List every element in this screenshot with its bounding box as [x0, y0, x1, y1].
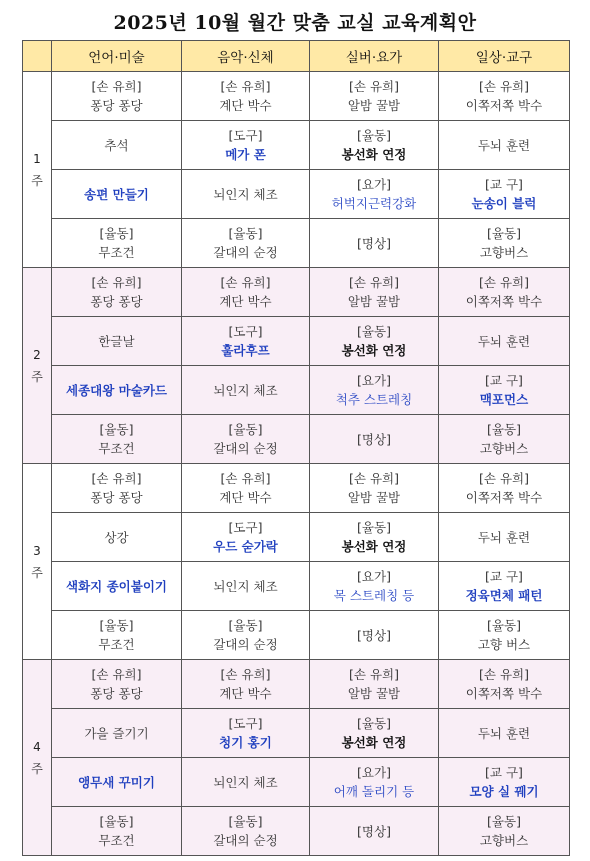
- activity-name: 봉선화 연정: [341, 147, 407, 162]
- activity-cell: [439, 72, 570, 121]
- activity-cell: [182, 611, 310, 660]
- activity-name: 갈대의 순정: [213, 833, 278, 848]
- activity-category: [교 구]: [485, 569, 523, 584]
- activity-cell: [439, 562, 570, 611]
- activity-cell: [310, 268, 439, 317]
- activity-cell: [182, 219, 310, 268]
- activity-category: [도구]: [228, 324, 263, 339]
- activity-name: 봉선화 연정: [341, 343, 407, 358]
- activity-cell: [439, 317, 570, 366]
- activity-name: 퐁당 퐁당: [90, 686, 143, 701]
- table-row: [23, 464, 570, 513]
- activity-cell: [310, 219, 439, 268]
- table-row: [23, 366, 570, 415]
- activity-category: [손 유희]: [220, 667, 271, 682]
- activity-name: 계단 박수: [219, 490, 272, 505]
- week-label: [23, 72, 52, 268]
- activity-cell: [439, 464, 570, 513]
- activity-cell: [310, 415, 439, 464]
- activity-cell: [52, 758, 182, 807]
- activity-name: 퐁당 퐁당: [90, 98, 143, 113]
- activity-category: [손 유희]: [220, 471, 271, 486]
- activity-cell: [310, 121, 439, 170]
- activity-cell: [182, 464, 310, 513]
- activity-category: [요가]: [357, 765, 391, 780]
- activity-category: [율동]: [357, 128, 391, 143]
- activity-category: [율동]: [228, 422, 263, 437]
- activity-cell: [52, 660, 182, 709]
- activity-name: 이쪽저쪽 박수: [465, 490, 543, 505]
- activity-name: 세종대왕 마술카드: [66, 382, 167, 398]
- activity-category: [율동]: [487, 814, 521, 829]
- table-row: [23, 219, 570, 268]
- activity-category: [손 유희]: [349, 667, 399, 682]
- week-suffix: 주: [31, 369, 43, 384]
- activity-cell: [439, 660, 570, 709]
- activity-name: 무조건: [98, 637, 135, 652]
- activity-category: [율동]: [357, 324, 391, 339]
- activity-category: [손 유희]: [220, 79, 271, 94]
- activity-category: [율동]: [228, 814, 263, 829]
- activity-cell: [439, 709, 570, 758]
- activity-cell: [52, 415, 182, 464]
- activity-name: 고향버스: [479, 441, 529, 456]
- week-suffix: 주: [31, 173, 43, 188]
- activity-cell: [310, 807, 439, 856]
- week-number: 3: [33, 543, 41, 558]
- activity-name: 앵무새 꾸미기: [78, 774, 155, 790]
- activity-cell: [439, 807, 570, 856]
- activity-cell: [182, 268, 310, 317]
- activity-name: 이쪽저쪽 박수: [465, 686, 543, 701]
- activity-category: [도구]: [228, 716, 263, 731]
- activity-name: [명상]: [357, 627, 391, 643]
- table-row: [23, 415, 570, 464]
- activity-name: 두뇌 훈련: [477, 333, 531, 349]
- header-row: [23, 41, 570, 72]
- activity-name: 맥포먼스: [479, 392, 529, 407]
- activity-category: [율동]: [487, 618, 521, 633]
- activity-name: 갈대의 순정: [213, 441, 278, 456]
- activity-name: 갈대의 순정: [213, 245, 278, 260]
- activity-cell: [182, 709, 310, 758]
- activity-name: 고향버스: [479, 833, 529, 848]
- activity-name: 계단 박수: [219, 98, 272, 113]
- header-daily-tools: 일상·교구: [439, 41, 570, 72]
- page-title: 2025년 10월 월간 맞춤 교실 교육계획안: [113, 12, 477, 34]
- table-row: [23, 317, 570, 366]
- activity-category: [교 구]: [485, 177, 523, 192]
- activity-name: [명상]: [357, 431, 391, 447]
- activity-cell: [52, 366, 182, 415]
- activity-cell: [182, 562, 310, 611]
- activity-category: [요가]: [357, 177, 391, 192]
- activity-cell: [52, 464, 182, 513]
- activity-category: [율동]: [487, 226, 521, 241]
- activity-name: 송편 만들기: [84, 186, 149, 202]
- activity-name: 이쪽저쪽 박수: [465, 98, 543, 113]
- table-row: [23, 709, 570, 758]
- activity-name: [명상]: [357, 823, 391, 839]
- week-number: 2: [33, 347, 41, 362]
- activity-name: 추석: [104, 137, 129, 153]
- activity-category: [율동]: [357, 520, 391, 535]
- table-row: [23, 72, 570, 121]
- activity-name: 훌라후프: [221, 343, 270, 358]
- activity-category: [손 유희]: [91, 275, 142, 290]
- week-label: [23, 464, 52, 660]
- activity-name: 목 스트레칭 등: [333, 588, 415, 603]
- activity-category: [율동]: [228, 226, 263, 241]
- activity-category: [율동]: [99, 422, 134, 437]
- activity-name: 두뇌 훈련: [477, 137, 531, 153]
- activity-category: [율동]: [357, 716, 391, 731]
- activity-name: 뇌인지 체조: [213, 774, 278, 790]
- lesson-plan-table: [22, 40, 570, 856]
- activity-cell: [52, 72, 182, 121]
- activity-name: 무조건: [98, 245, 135, 260]
- activity-category: [도구]: [228, 520, 263, 535]
- activity-cell: [182, 72, 310, 121]
- activity-name: 이쪽저쪽 박수: [465, 294, 543, 309]
- activity-cell: [310, 317, 439, 366]
- week-number: 1: [33, 151, 41, 166]
- activity-category: [율동]: [99, 618, 134, 633]
- activity-name: 우드 숟가락: [213, 539, 278, 554]
- activity-category: [손 유희]: [220, 275, 271, 290]
- activity-category: [손 유희]: [479, 275, 529, 290]
- activity-name: 갈대의 순정: [213, 637, 278, 652]
- activity-name: 어깨 돌리기 등: [333, 784, 415, 799]
- activity-category: [손 유희]: [479, 667, 529, 682]
- activity-cell: [310, 709, 439, 758]
- activity-category: [율동]: [487, 422, 521, 437]
- activity-category: [교 구]: [485, 765, 523, 780]
- activity-category: [손 유희]: [91, 471, 142, 486]
- activity-name: 뇌인지 체조: [213, 382, 278, 398]
- activity-cell: [182, 758, 310, 807]
- table-row: [23, 121, 570, 170]
- activity-category: [율동]: [99, 226, 134, 241]
- activity-cell: [52, 170, 182, 219]
- header-silver-yoga: 실버·요가: [310, 41, 439, 72]
- activity-cell: [52, 513, 182, 562]
- activity-cell: [52, 562, 182, 611]
- activity-name: 고향 버스: [477, 637, 531, 652]
- activity-cell: [182, 415, 310, 464]
- activity-category: [손 유희]: [91, 667, 142, 682]
- week-label: [23, 268, 52, 464]
- activity-cell: [182, 660, 310, 709]
- activity-name: 청기 홍기: [219, 735, 272, 750]
- table-row: [23, 611, 570, 660]
- activity-name: [명상]: [357, 235, 391, 251]
- activity-cell: [52, 611, 182, 660]
- table-row: [23, 513, 570, 562]
- activity-cell: [52, 219, 182, 268]
- activity-category: [손 유희]: [479, 79, 529, 94]
- activity-name: 알밤 꿀밤: [347, 686, 401, 701]
- activity-category: [손 유희]: [91, 79, 142, 94]
- activity-category: [율동]: [228, 618, 263, 633]
- activity-category: [율동]: [99, 814, 134, 829]
- activity-category: [교 구]: [485, 373, 523, 388]
- plan-body: [23, 72, 570, 856]
- activity-name: 무조건: [98, 441, 135, 456]
- activity-cell: [439, 611, 570, 660]
- activity-name: 퐁당 퐁당: [90, 490, 143, 505]
- table-row: [23, 807, 570, 856]
- activity-name: 눈송이 블럭: [471, 196, 537, 211]
- activity-cell: [52, 121, 182, 170]
- table-row: [23, 268, 570, 317]
- table-row: [23, 170, 570, 219]
- activity-name: 허벅지근력강화: [331, 196, 417, 211]
- activity-cell: [439, 366, 570, 415]
- activity-cell: [310, 513, 439, 562]
- activity-cell: [310, 170, 439, 219]
- activity-cell: [439, 268, 570, 317]
- header-music-body: 음악·신체: [182, 41, 310, 72]
- activity-category: [요가]: [357, 569, 391, 584]
- header-language-art: 언어·미술: [52, 41, 182, 72]
- week-suffix: 주: [31, 565, 43, 580]
- activity-cell: [182, 121, 310, 170]
- activity-cell: [310, 660, 439, 709]
- activity-name: 계단 박수: [219, 686, 272, 701]
- activity-cell: [310, 72, 439, 121]
- activity-cell: [310, 611, 439, 660]
- table-row: [23, 562, 570, 611]
- activity-cell: [439, 758, 570, 807]
- activity-name: 가을 즐기기: [84, 725, 149, 741]
- activity-name: 봉선화 연정: [341, 539, 407, 554]
- activity-name: 두뇌 훈련: [477, 725, 531, 741]
- activity-name: 메가 폰: [225, 147, 266, 162]
- activity-name: 고향버스: [479, 245, 529, 260]
- week-label: [23, 660, 52, 856]
- activity-name: 계단 박수: [219, 294, 272, 309]
- activity-name: 색화지 종이붙이기: [66, 578, 167, 594]
- table-row: [23, 660, 570, 709]
- week-number: 4: [33, 739, 41, 754]
- activity-category: [손 유희]: [349, 471, 399, 486]
- activity-cell: [182, 170, 310, 219]
- activity-cell: [439, 121, 570, 170]
- activity-name: 뇌인지 체조: [213, 578, 278, 594]
- week-suffix: 주: [31, 761, 43, 776]
- activity-name: 한글날: [98, 333, 135, 349]
- activity-name: 척추 스트레칭: [335, 392, 413, 407]
- activity-cell: [439, 219, 570, 268]
- activity-cell: [439, 170, 570, 219]
- activity-cell: [182, 366, 310, 415]
- activity-cell: [52, 317, 182, 366]
- activity-cell: [439, 513, 570, 562]
- activity-cell: [310, 758, 439, 807]
- activity-cell: [310, 562, 439, 611]
- activity-name: 상강: [104, 529, 129, 545]
- activity-category: [손 유희]: [479, 471, 529, 486]
- activity-cell: [439, 415, 570, 464]
- activity-name: 두뇌 훈련: [477, 529, 531, 545]
- activity-category: [손 유희]: [349, 79, 399, 94]
- activity-cell: [182, 317, 310, 366]
- activity-category: [손 유희]: [349, 275, 399, 290]
- activity-name: 모양 실 꿰기: [469, 784, 539, 799]
- activity-name: 뇌인지 체조: [213, 186, 278, 202]
- activity-category: [요가]: [357, 373, 391, 388]
- activity-cell: [310, 366, 439, 415]
- corner-cell: [23, 41, 52, 72]
- activity-name: 알밤 꿀밤: [347, 490, 401, 505]
- activity-name: 알밤 꿀밤: [347, 294, 401, 309]
- activity-category: [도구]: [228, 128, 263, 143]
- activity-cell: [52, 709, 182, 758]
- activity-cell: [52, 268, 182, 317]
- activity-name: 무조건: [98, 833, 135, 848]
- activity-cell: [52, 807, 182, 856]
- activity-name: 퐁당 퐁당: [90, 294, 143, 309]
- activity-cell: [182, 807, 310, 856]
- activity-name: 정육면체 패턴: [465, 588, 543, 603]
- activity-name: 봉선화 연정: [341, 735, 407, 750]
- activity-name: 알밤 꿀밤: [347, 98, 401, 113]
- activity-cell: [310, 464, 439, 513]
- activity-cell: [182, 513, 310, 562]
- table-row: [23, 758, 570, 807]
